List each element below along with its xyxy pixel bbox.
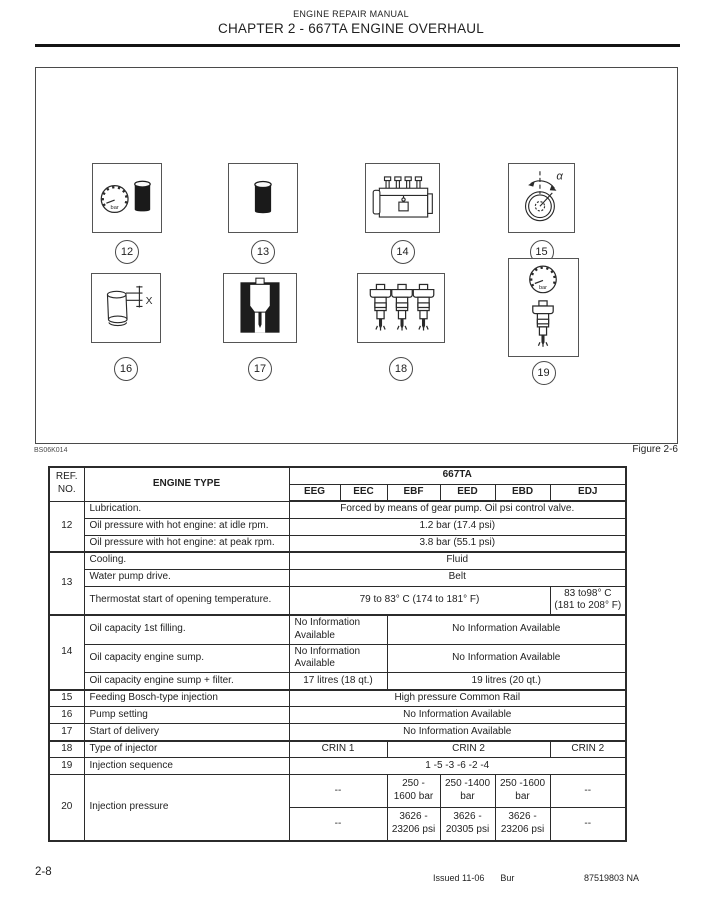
figure-item-12 <box>92 163 162 264</box>
spec-value-cell: Forced by means of gear pump. Oil psi control valve. <box>289 501 626 518</box>
spec-value-cell: Belt <box>289 569 626 586</box>
spec-value-cell: High pressure Common Rail <box>289 690 626 707</box>
oil-filter-cartridge-icon <box>228 163 298 233</box>
footer-issue-info <box>433 873 514 883</box>
injection-pressure-gauge-and-injector-icon <box>508 258 579 357</box>
ref-no-cell: 19 <box>49 758 84 775</box>
header-rule <box>35 44 680 47</box>
footer-document-code: 87519803 NA <box>584 873 640 883</box>
figure-caption: Figure 2-6 <box>632 444 678 455</box>
spec-group-18 <box>49 741 626 758</box>
spec-group-16 <box>49 707 626 724</box>
spec-table-header <box>49 467 626 501</box>
ref-header-line1: REF. <box>55 471 78 483</box>
figure-ref-badge: 19 <box>532 361 556 385</box>
spec-value-cell: -- <box>550 808 626 841</box>
spec-label-cell: Pump setting <box>84 707 289 724</box>
model-header-ebf: EBF <box>387 484 440 501</box>
figure-ref-badge: 15 <box>530 240 554 264</box>
spec-label-cell: Injection pressure <box>84 775 289 841</box>
spec-value-cell: 3.8 bar (55.1 psi) <box>289 535 626 552</box>
ref-no-cell: 20 <box>49 775 84 841</box>
ref-no-header <box>49 467 84 501</box>
figure-ref-badge: 16 <box>114 357 138 381</box>
spec-label-cell: Oil capacity engine sump + filter. <box>84 673 289 690</box>
footer-issued: Issued 11-06 <box>433 873 485 883</box>
spec-value-cell: 19 litres (20 qt.) <box>387 673 626 690</box>
model-header-eeg: EEG <box>289 484 340 501</box>
spec-label-cell: Water pump drive. <box>84 569 289 586</box>
spec-value-cell: 1.2 bar (17.4 psi) <box>289 518 626 535</box>
spec-label-cell: Start of delivery <box>84 724 289 741</box>
injector-set-icon <box>357 273 445 343</box>
spec-value-cell: -- <box>289 775 387 808</box>
figure-item-14 <box>365 163 440 264</box>
model-header-ebd: EBD <box>495 484 550 501</box>
chapter-title: CHAPTER 2 - 667TA ENGINE OVERHAUL <box>218 21 484 36</box>
timing-angle-pulley-icon <box>508 163 575 233</box>
spec-label-cell: Cooling. <box>84 552 289 569</box>
engine-family-header: 667TA <box>289 467 626 484</box>
figure-panel <box>35 67 678 444</box>
figure-item-19 <box>508 258 579 385</box>
spec-label-cell: Oil capacity 1st filling. <box>84 615 289 644</box>
spec-value-cell: CRIN 2 <box>550 741 626 758</box>
spec-value-cell: No Information Available <box>387 615 626 644</box>
figure-item-17 <box>223 273 297 381</box>
spec-value-cell: 17 litres (18 qt.) <box>289 673 387 690</box>
spec-value-cell: -- <box>550 775 626 808</box>
spec-value-cell: 1 -5 -3 -6 -2 -4 <box>289 758 626 775</box>
x-dimension-label: X <box>145 295 153 307</box>
footer-revision: Bur <box>500 873 515 883</box>
oil-pressure-gauge-and-filter-icon <box>92 163 162 233</box>
model-header-eec: EEC <box>340 484 387 501</box>
engine-type-header: ENGINE TYPE <box>84 467 289 501</box>
spec-value-cell: Fluid <box>289 552 626 569</box>
spec-value-cell: No Information Available <box>289 615 387 644</box>
spec-label-cell: Type of injector <box>84 741 289 758</box>
spec-value-cell: No Information Available <box>289 707 626 724</box>
figure-code: BS06K014 <box>34 447 68 454</box>
spec-group-14 <box>49 615 626 690</box>
spec-label-cell: Feeding Bosch-type injection <box>84 690 289 707</box>
spec-value-cell: No Information Available <box>387 644 626 673</box>
alpha-angle-label: α <box>556 170 563 183</box>
spec-group-20 <box>49 775 626 841</box>
spec-value-cell: -- <box>289 808 387 841</box>
figure-item-18 <box>357 273 445 381</box>
spec-group-13 <box>49 552 626 615</box>
figure-item-15 <box>508 163 575 264</box>
injector-cross-section-icon <box>223 273 297 343</box>
spec-value-cell: CRIN 2 <box>387 741 550 758</box>
spec-value-cell: No Information Available <box>289 724 626 741</box>
page-number: 2-8 <box>35 866 52 878</box>
spec-value-cell: CRIN 1 <box>289 741 387 758</box>
figure-ref-badge: 17 <box>248 357 272 381</box>
spec-label-cell: Oil capacity engine sump. <box>84 644 289 673</box>
spec-value-cell: 3626 - 23206 psi <box>495 808 550 841</box>
spec-label-cell: Injection sequence <box>84 758 289 775</box>
spec-value-cell: 83 to98° C (181 to 208° F) <box>550 586 626 615</box>
spec-label-cell: Oil pressure with hot engine: at idle rpm. <box>84 518 289 535</box>
figure-item-16 <box>91 273 161 381</box>
spec-value-cell: No Information Available <box>289 644 387 673</box>
spec-label-cell: Lubrication. <box>84 501 289 518</box>
ref-no-cell: 12 <box>49 501 84 552</box>
pump-setting-dimension-icon <box>91 273 161 343</box>
figure-ref-badge: 12 <box>115 240 139 264</box>
spec-group-19 <box>49 758 626 775</box>
figure-item-13 <box>228 163 298 264</box>
ref-no-cell: 17 <box>49 724 84 741</box>
spec-group-17 <box>49 724 626 741</box>
figure-ref-badge: 18 <box>389 357 413 381</box>
spec-value-cell: 250 -1600 bar <box>495 775 550 808</box>
ref-no-cell: 16 <box>49 707 84 724</box>
model-header-eed: EED <box>440 484 495 501</box>
spec-value-cell: 3626 - 23206 psi <box>387 808 440 841</box>
injection-pump-icon <box>365 163 440 233</box>
ref-no-cell: 14 <box>49 615 84 690</box>
ref-header-line2: NO. <box>57 484 76 496</box>
spec-value-cell: 79 to 83° C (174 to 181° F) <box>289 586 550 615</box>
figure-ref-badge: 13 <box>251 240 275 264</box>
spec-value-cell: 3626 - 20305 psi <box>440 808 495 841</box>
model-header-edj: EDJ <box>550 484 626 501</box>
spec-label-cell: Oil pressure with hot engine: at peak rpm. <box>84 535 289 552</box>
spec-value-cell: 250 - 1600 bar <box>387 775 440 808</box>
spec-group-12 <box>49 501 626 552</box>
ref-no-cell: 13 <box>49 552 84 615</box>
spec-group-15 <box>49 690 626 707</box>
figure-ref-badge: 14 <box>391 240 415 264</box>
ref-no-cell: 18 <box>49 741 84 758</box>
engine-spec-table <box>48 466 627 842</box>
manual-title: ENGINE REPAIR MANUAL <box>293 9 409 19</box>
ref-no-cell: 15 <box>49 690 84 707</box>
spec-label-cell: Thermostat start of opening temperature. <box>84 586 289 615</box>
spec-value-cell: 250 -1400 bar <box>440 775 495 808</box>
